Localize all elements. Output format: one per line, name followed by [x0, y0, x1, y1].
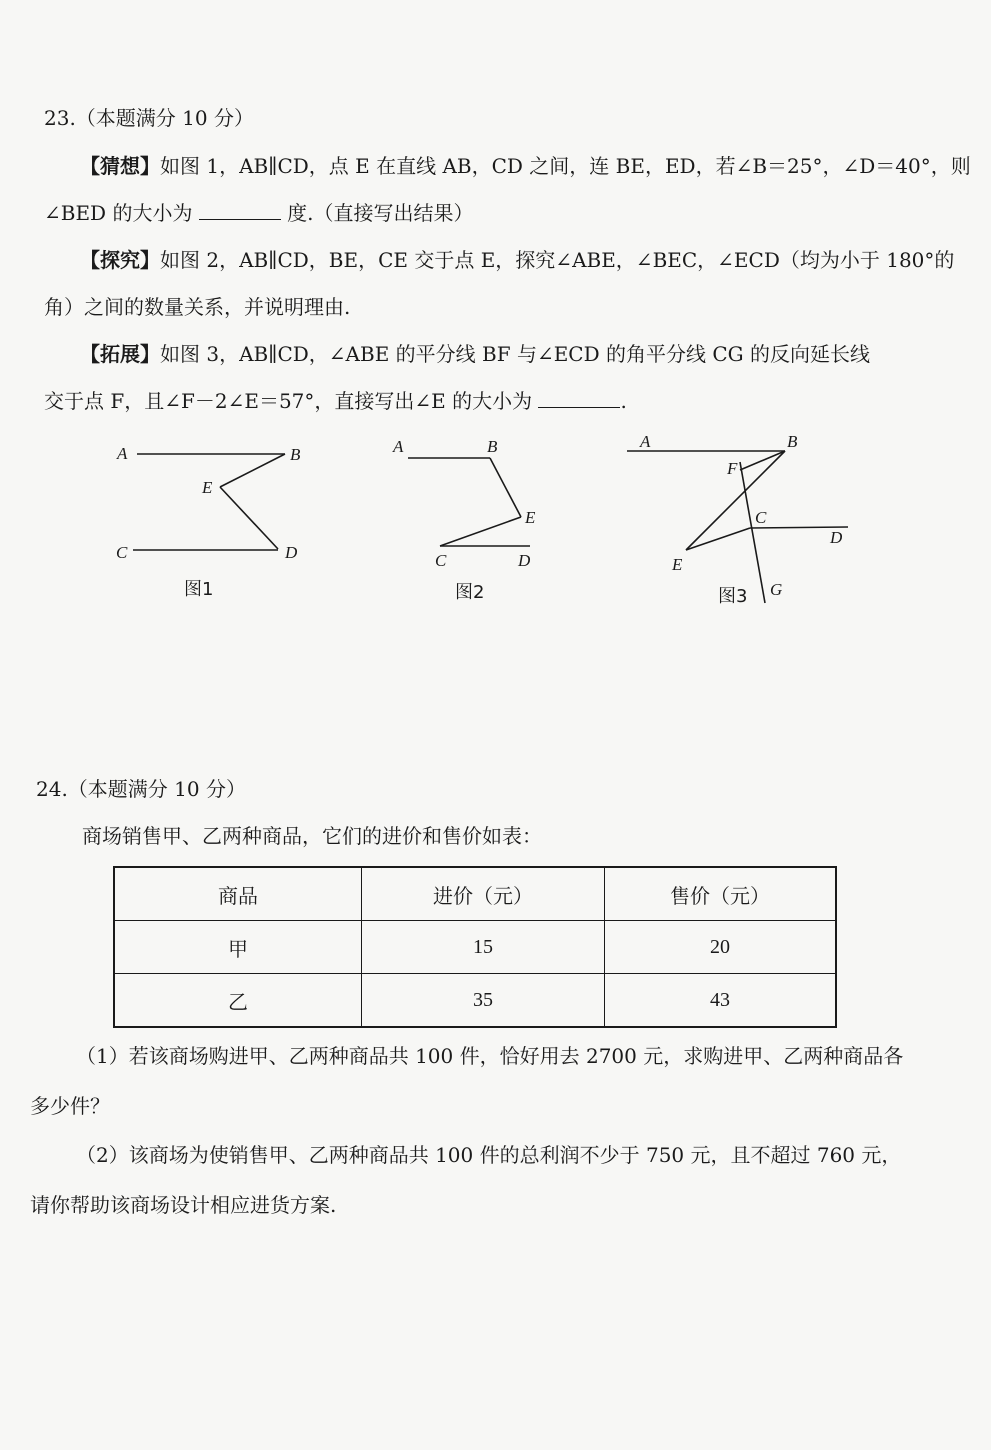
fig2-caption: 图2 — [455, 582, 485, 603]
table-header-cell: 商品 — [114, 867, 362, 921]
q23-title: 23.（本题满分 10 分） — [44, 106, 254, 130]
q24-part1-line2: 多少件？ — [30, 1094, 110, 1118]
q24-intro: 商场销售甲、乙两种商品，它们的进价和售价如表： — [82, 824, 542, 848]
table-row — [114, 921, 836, 974]
fig3-label-e: E — [672, 555, 683, 574]
answer-blank-e — [538, 387, 620, 408]
fig1-label-c: C — [116, 543, 128, 562]
fig3-label-g: G — [770, 580, 783, 599]
fig2-line-be — [490, 458, 521, 517]
fig2-label-c: C — [435, 551, 447, 570]
figure-3 — [627, 451, 848, 603]
fig1-label-d: D — [285, 543, 298, 562]
table-cell: 甲 — [114, 921, 362, 974]
fig1-label-a: A — [117, 444, 128, 463]
figures — [0, 420, 991, 620]
guess-tag: 【猜想】 — [80, 154, 160, 178]
fig3-label-c: C — [755, 508, 767, 527]
table-header-cell: 售价（元） — [605, 867, 837, 921]
q23-explore-line1 — [80, 246, 954, 274]
fig3-label-b: B — [787, 432, 798, 451]
q23-guess-line2 — [44, 199, 474, 227]
q24-part2-line1: （2）该商场为使销售甲、乙两种商品共 100 件的总利润不少于 750 元，且不超过 760 元， — [76, 1143, 902, 1167]
q23-extend-line1 — [80, 340, 870, 368]
extend-tag: 【拓展】 — [80, 342, 160, 366]
table-header-cell: 进价（元） — [362, 867, 605, 921]
fig1-line-be — [220, 454, 285, 487]
fig1-label-b: B — [290, 445, 301, 464]
table-cell: 35 — [362, 974, 605, 1028]
price-table — [113, 866, 837, 1028]
table-cell: 15 — [362, 921, 605, 974]
answer-blank-bed — [199, 199, 281, 220]
fig3-line-bf — [740, 451, 785, 470]
figure-1 — [133, 454, 285, 550]
q24-part1-line1: （1）若该商场购进甲、乙两种商品共 100 件，恰好用去 2700 元，求购进甲、乙两种商品各 — [76, 1044, 904, 1068]
table-header-row — [114, 867, 836, 921]
explore-text: 如图 2，AB∥CD，BE，CE 交于点 E，探究∠ABE，∠BEC，∠ECD（均为小于 180°的 — [160, 248, 955, 272]
guess-line2b: 度.（直接写出结果） — [287, 201, 474, 225]
fig2-label-d: D — [518, 551, 531, 570]
fig3-caption: 图3 — [718, 586, 748, 607]
table-cell: 43 — [605, 974, 837, 1028]
table-cell: 乙 — [114, 974, 362, 1028]
fig2-line-ec — [440, 517, 521, 546]
extend-text: 如图 3，AB∥CD，∠ABE 的平分线 BF 与∠ECD 的角平分线 CG 的反向延长线 — [160, 342, 870, 366]
extend-line2: 交于点 F，且∠F－2∠E＝57°，直接写出∠E 的大小为 — [44, 389, 533, 413]
fig2-label-b: B — [487, 437, 498, 456]
figure-2 — [408, 458, 530, 546]
q23-explore-line2: 角）之间的数量关系，并说明理由. — [44, 295, 351, 319]
table-row — [114, 974, 836, 1028]
q24-part2-line2: 请你帮助该商场设计相应进货方案. — [30, 1193, 337, 1217]
fig1-label-e: E — [202, 478, 213, 497]
q23-extend-line2 — [44, 387, 627, 415]
fig3-label-f: F — [727, 459, 738, 478]
q23-guess-line1 — [80, 152, 971, 180]
explore-tag: 【探究】 — [80, 248, 160, 272]
fig3-line-ec — [686, 528, 750, 550]
extend-end: . — [620, 389, 627, 413]
fig2-label-e: E — [525, 508, 536, 527]
guess-text: 如图 1，AB∥CD，点 E 在直线 AB，CD 之间，连 BE，ED，若∠B＝25°，∠D＝40°，则 — [160, 154, 971, 178]
guess-line2a: ∠BED 的大小为 — [44, 201, 193, 225]
fig3-label-d: D — [830, 528, 843, 547]
fig1-line-ed — [220, 487, 278, 549]
table-cell: 20 — [605, 921, 837, 974]
fig2-label-a: A — [393, 437, 404, 456]
fig3-label-a: A — [640, 432, 651, 451]
fig1-caption: 图1 — [184, 579, 214, 600]
q24-title: 24.（本题满分 10 分） — [36, 777, 246, 801]
